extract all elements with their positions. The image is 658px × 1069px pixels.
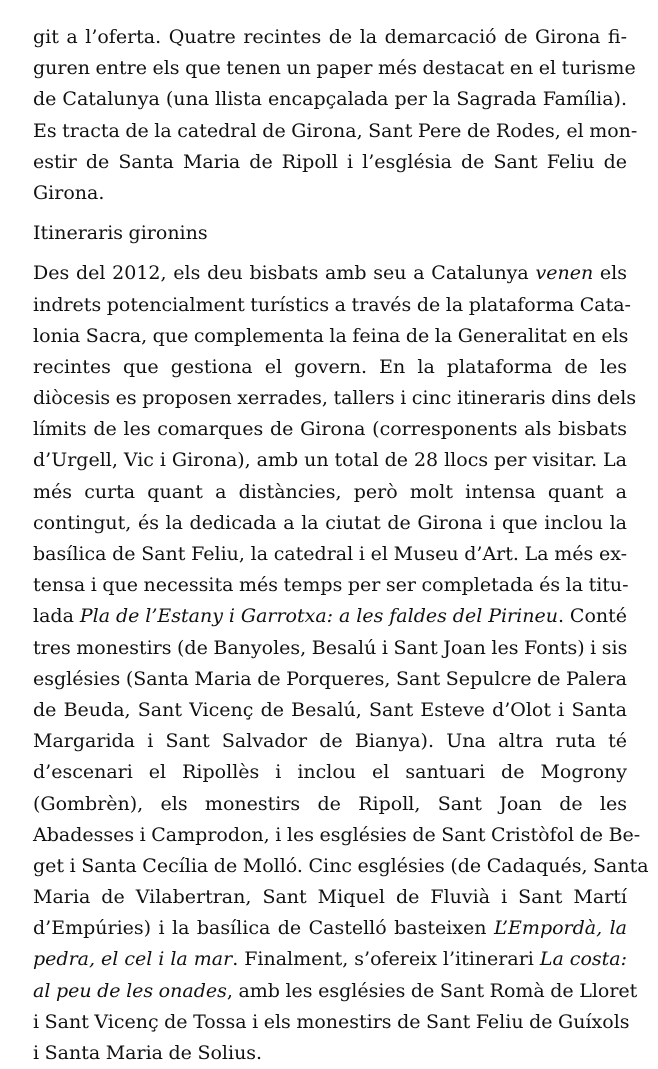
text-line: Es tracta de la catedral de Girona, Sant Pere de Rodes, el mon- <box>33 119 638 142</box>
text-line: lonia Sacra, que complementa la feina de la Generalitat en els <box>33 324 629 347</box>
text-line: més curta quant a distàncies, però molt intensa quant a <box>33 480 627 503</box>
text-run: lada <box>33 605 80 628</box>
text-line: de Beuda, Sant Vicenç de Besalú, Sant Esteve d’Olot i Santa <box>33 698 627 721</box>
text-line <box>33 258 627 289</box>
text-run: . Finalment, s’ofereix l’itinerari <box>232 948 540 971</box>
text-line <box>33 944 627 975</box>
emphasis-text: venen <box>535 262 594 285</box>
text-line: límits de les comarques de Girona (corresponents als bisbats <box>33 418 627 441</box>
text-line: indrets potencialment turístics a través de la plataforma Cata- <box>33 293 631 316</box>
text-line: i Sant Vicenç de Tossa i els monestirs de Sant Feliu de Guíxols <box>33 1010 630 1033</box>
text-line: Margarida i Sant Salvador de Bianya). Una altra ruta té <box>33 730 627 753</box>
text-line: basílica de Sant Feliu, la catedral i el Museu d’Art. La més ex- <box>33 543 627 565</box>
text-line: diòcesis es proposen xerrades, tallers i cinc itineraris dins dels <box>33 387 637 410</box>
text-line: guren entre els que tenen un paper més destacat en el turisme <box>33 57 636 80</box>
text-line: d’escenari el Ripollès i inclou el santuari de Mogrony <box>33 761 627 784</box>
text-line: Girona. <box>33 181 105 204</box>
itinerary-title: Pla de l’Estany i Garrotxa: a les faldes del Pirineu <box>79 605 558 628</box>
text-line <box>33 976 638 1007</box>
text-line <box>33 913 627 944</box>
text-run: Des del 2012, els deu bisbats amb seu a Catalunya <box>33 262 536 285</box>
text-line: tres monestirs (de Banyoles, Besalú i Sant Joan les Fonts) i sis <box>33 636 628 659</box>
text-run: els <box>593 262 627 285</box>
text-line: contingut, és la dedicada a la ciutat de Girona i que inclou la <box>33 511 627 534</box>
text-line: i Santa Maria de Solius. <box>33 1042 263 1064</box>
text-line: git a l’oferta. Quatre recintes de la demarcació de Girona fi- <box>33 26 627 48</box>
text-line <box>33 601 627 632</box>
text-line: recintes que gestiona el govern. En la plataforma de les <box>33 355 627 378</box>
itinerary-title: al peu de les onades <box>33 979 227 1002</box>
text-line: esglésies (Santa Maria de Porqueres, Sant Sepulcre de Palera <box>33 667 627 690</box>
text-line: estir de Santa Maria de Ripoll i l’església de Sant Feliu de <box>33 150 627 173</box>
text-line: get i Santa Cecília de Molló. Cinc esglésies (de Cadaqués, Santa <box>33 854 649 877</box>
section-heading: Itineraris gironins <box>33 222 208 245</box>
text-run: d’Empúries) i la basílica de Castelló basteixen <box>33 917 494 940</box>
paragraph-intro <box>33 22 638 209</box>
text-run: . Conté <box>557 605 627 628</box>
spacer <box>33 209 627 218</box>
itinerary-title: pedra, el cel i la mar <box>33 948 233 971</box>
text-line: Abadesses i Camprodon, i les esglésies de Sant Cristòfol de Be- <box>33 823 641 846</box>
paragraph-itineraries <box>33 258 649 1069</box>
text-line: de Catalunya (una llista encapçalada per la Sagrada Família). <box>33 88 627 111</box>
text-line: d’Urgell, Vic i Girona), amb un total de 28 llocs per visitar. La <box>33 449 627 472</box>
text-run: , amb les esglésies de Sant Romà de Lloret <box>226 979 638 1002</box>
itinerary-title: La costa: <box>539 948 627 971</box>
itinerary-title: L’Empordà, la <box>493 917 627 940</box>
text-line: (Gombrèn), els monestirs de Ripoll, Sant Joan de les <box>33 792 627 815</box>
text-line: tensa i que necessita més temps per ser completada és la titu- <box>33 574 629 597</box>
article-page <box>33 22 649 1069</box>
spacer <box>33 249 627 258</box>
text-line: Maria de Vilabertran, Sant Miquel de Fluvià i Sant Martí <box>33 886 627 909</box>
